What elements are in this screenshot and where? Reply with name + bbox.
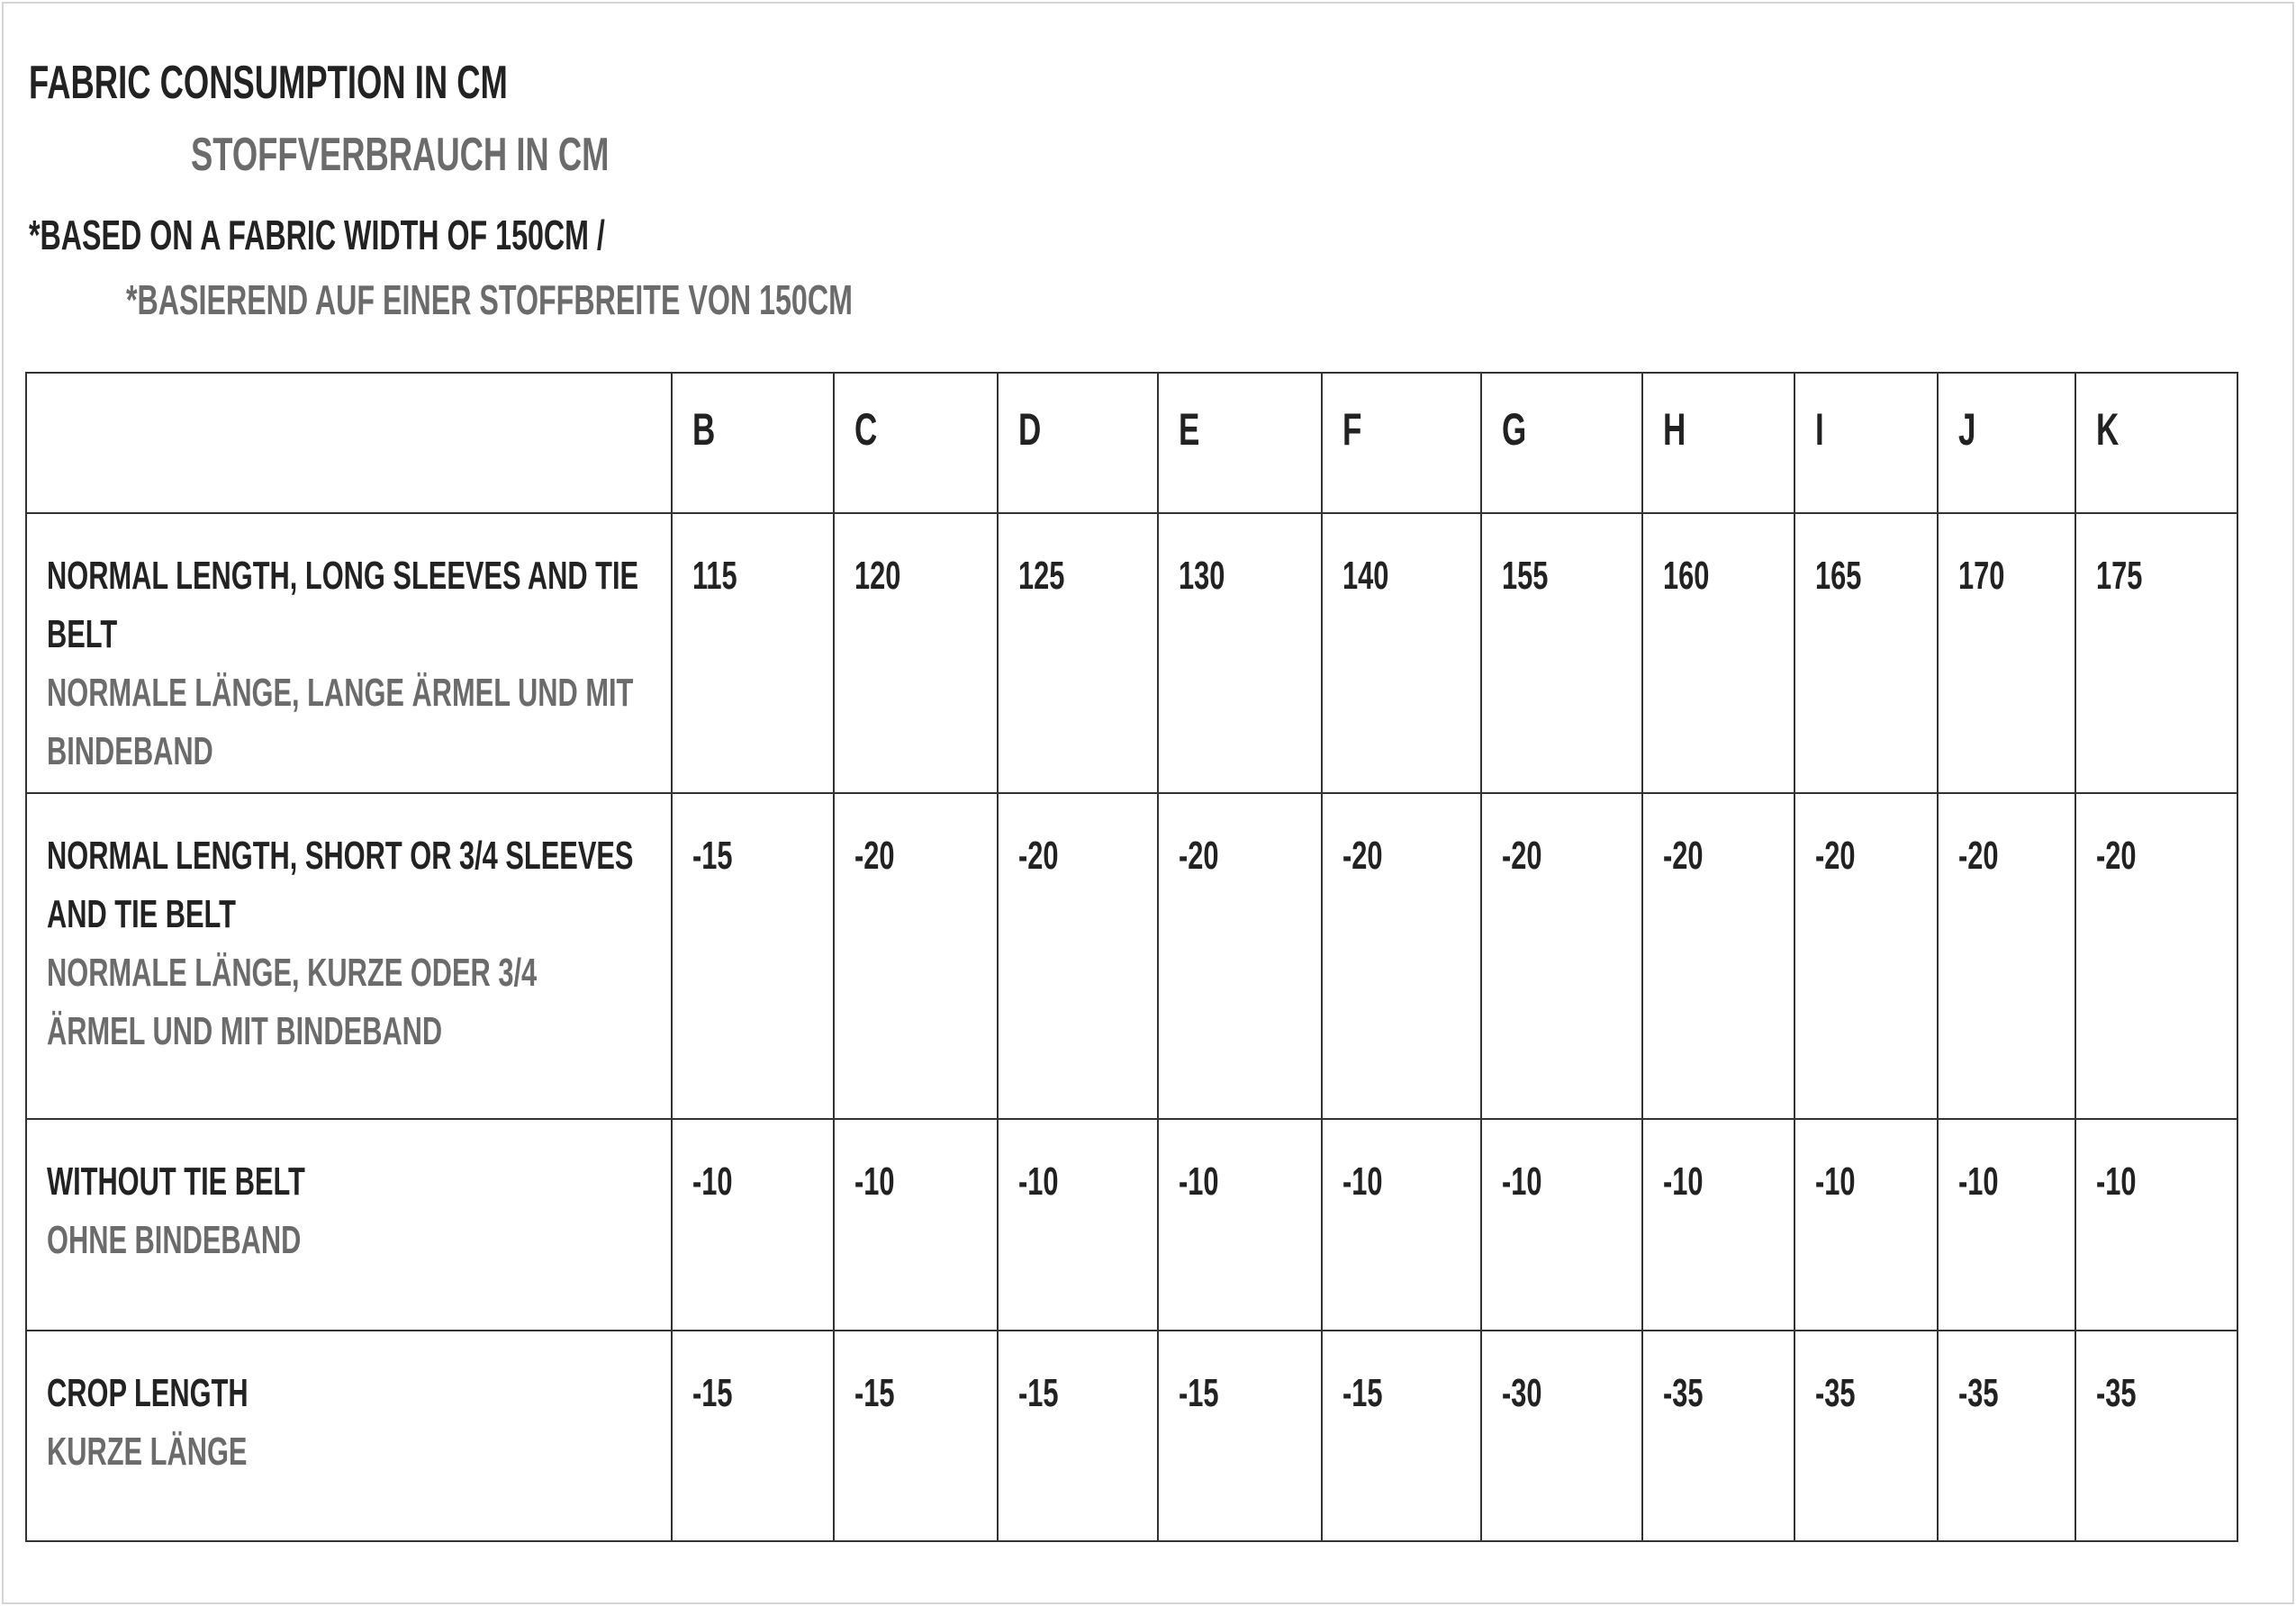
value-text: -20 [1179,834,1219,878]
value-cell [1322,793,1481,1119]
table-row [26,793,2237,1119]
value-text: -15 [692,1371,733,1415]
value-cell [1481,793,1642,1119]
size-label: K [2096,404,2120,455]
value-text: 170 [1958,554,2005,598]
value-text: -10 [1342,1159,1383,1204]
value-text: 140 [1342,554,1389,598]
value-cell [1322,1119,1481,1331]
value-text: -10 [1502,1159,1542,1204]
value-cell [1322,513,1481,793]
size-header-cell [1158,373,1322,513]
value-text: -20 [2096,834,2137,878]
value-cell [1794,1119,1938,1331]
row-label-de: NORMALE LÄNGE, KURZE ODER 3/4 ÄRMEL UND MIT BINDEBAND [47,951,538,1053]
value-cell [1642,1119,1794,1331]
size-header-cell [998,373,1158,513]
value-cell [1158,793,1322,1119]
value-cell [998,793,1158,1119]
value-cell [998,513,1158,793]
row-label-cell [26,793,672,1119]
value-cell [998,1331,1158,1541]
fabric-consumption-table [25,372,2238,1542]
value-cell [672,1119,834,1331]
value-cell [1322,1331,1481,1541]
value-text: -15 [1018,1371,1059,1415]
value-cell [834,1331,998,1541]
size-header-cell [1322,373,1481,513]
value-cell [1794,793,1938,1119]
value-cell [2075,1119,2237,1331]
value-text: -10 [1018,1159,1059,1204]
value-text: 120 [854,554,901,598]
page-title [29,56,713,110]
value-text: -10 [1663,1159,1704,1204]
value-cell [1794,1331,1938,1541]
value-text: 115 [692,554,737,598]
value-text: -20 [1663,834,1704,878]
value-text: 155 [1502,554,1549,598]
value-text: -10 [854,1159,895,1204]
value-text: -15 [1179,1371,1219,1415]
size-label: J [1958,404,1976,455]
size-label: F [1342,404,1362,455]
value-cell [1158,1331,1322,1541]
value-cell [1481,1119,1642,1331]
size-header-cell [834,373,998,513]
value-text: -15 [854,1371,895,1415]
page-title-german [191,128,788,182]
value-cell [1938,513,2075,793]
note-de-text: *BASIEREND AUF EINER STOFFBREITE VON 150CM [126,276,853,323]
value-text: -15 [1342,1371,1383,1415]
value-cell [1481,1331,1642,1541]
value-cell [1938,1119,2075,1331]
value-cell [1938,1331,2075,1541]
value-text: 125 [1018,554,1065,598]
title-de-text: STOFFVERBRAUCH IN CM [191,129,610,181]
value-text: 175 [2096,554,2143,598]
row-label-en: NORMAL LENGTH, SHORT OR 3/4 SLEEVES AND TIE BELT [47,834,634,936]
value-cell [672,793,834,1119]
size-header-cell [1794,373,1938,513]
value-text: -20 [854,834,895,878]
value-cell [834,513,998,793]
table-row [26,1119,2237,1331]
value-cell [1158,1119,1322,1331]
row-label-de: OHNE BINDEBAND [47,1218,302,1262]
value-cell [2075,513,2237,793]
value-cell [834,1119,998,1331]
size-header-cell [1938,373,2075,513]
value-text: -35 [1958,1371,1999,1415]
row-label-cell [26,1119,672,1331]
value-text: -10 [1958,1159,1999,1204]
value-text: 160 [1663,554,1710,598]
value-cell [1794,513,1938,793]
value-text: -35 [1663,1371,1704,1415]
value-text: -10 [1179,1159,1219,1204]
value-cell [1938,793,2075,1119]
value-cell [672,513,834,793]
value-cell [672,1331,834,1541]
value-cell [1642,793,1794,1119]
size-header-cell [1481,373,1642,513]
value-text: -10 [1815,1159,1856,1204]
header-corner-cell [26,373,672,513]
value-cell [1642,1331,1794,1541]
title-text: FABRIC CONSUMPTION IN CM [29,57,508,109]
value-text: -20 [1502,834,1542,878]
size-label: C [854,404,878,455]
value-text: 130 [1179,554,1225,598]
value-text: 165 [1815,554,1862,598]
value-text: -20 [1958,834,1999,878]
value-text: -35 [2096,1371,2137,1415]
row-label-de: NORMALE LÄNGE, LANGE ÄRMEL UND MIT BINDEBAND [47,671,634,773]
row-label-en: WITHOUT TIE BELT [47,1159,305,1204]
size-label: E [1179,404,1200,455]
row-label-en: CROP LENGTH [47,1371,249,1415]
value-text: -20 [1018,834,1059,878]
fabric-width-note-german [126,275,1164,324]
value-cell [1158,513,1322,793]
size-label: D [1018,404,1042,455]
size-label: H [1663,404,1686,455]
value-text: -15 [692,834,733,878]
size-label: B [692,404,716,455]
row-label-cell [26,1331,672,1541]
row-label-en: NORMAL LENGTH, LONG SLEEVES AND TIE BELT [47,554,639,656]
row-label-cell [26,513,672,793]
value-cell [1642,513,1794,793]
row-label-de: KURZE LÄNGE [47,1430,248,1474]
header-row [26,373,2237,513]
value-text: -20 [1342,834,1383,878]
value-cell [2075,793,2237,1119]
size-label: I [1815,404,1824,455]
value-text: -35 [1815,1371,1856,1415]
value-cell [1481,513,1642,793]
value-cell [834,793,998,1119]
value-cell [2075,1331,2237,1541]
table-row [26,513,2237,793]
fabric-width-note [29,211,852,259]
table-row [26,1331,2237,1541]
value-cell [998,1119,1158,1331]
size-label: G [1502,404,1527,455]
value-text: -10 [692,1159,733,1204]
size-header-cell [672,373,834,513]
size-header-cell [1642,373,1794,513]
size-header-cell [2075,373,2237,513]
value-text: -30 [1502,1371,1542,1415]
value-text: -20 [1815,834,1856,878]
value-text: -10 [2096,1159,2137,1204]
note-text: *BASED ON A FABRIC WIDTH OF 150CM / [29,212,605,258]
